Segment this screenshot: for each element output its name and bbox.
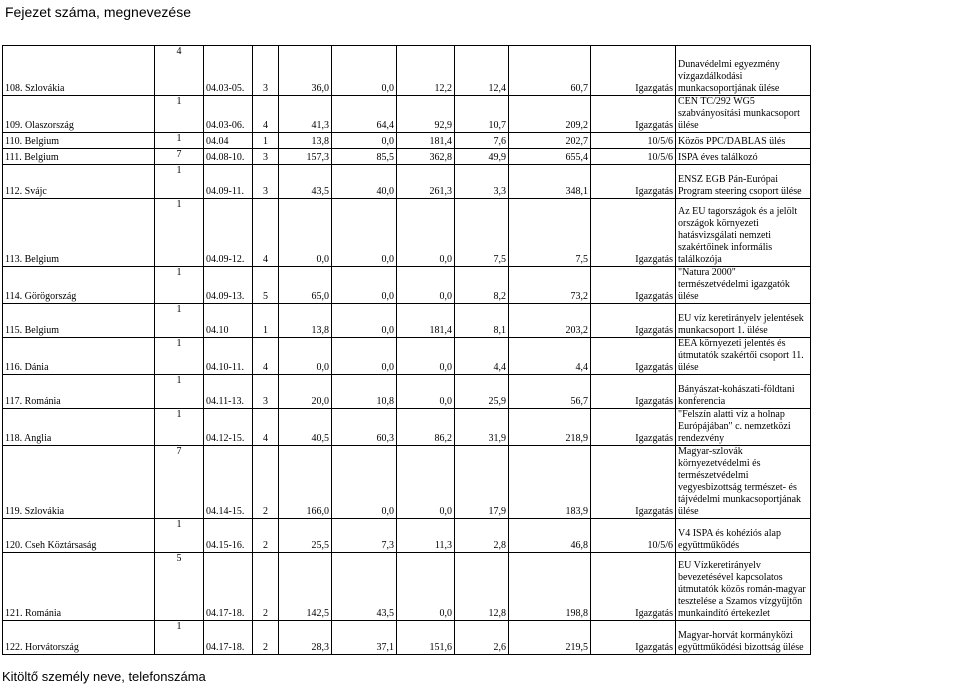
cell-cost-c: 11,3	[397, 519, 455, 553]
cell-cost-c: 0,0	[397, 553, 455, 621]
cell-cost-c: 0,0	[397, 338, 455, 375]
cell-cost-d: 3,3	[455, 165, 509, 199]
cell-persons: 4	[253, 409, 279, 446]
cell-cost-a: 13,8	[279, 304, 332, 338]
cell-cost-a: 0,0	[279, 199, 332, 267]
cell-days: 1	[155, 199, 204, 267]
cell-cost-d: 31,9	[455, 409, 509, 446]
cell-persons: 4	[253, 199, 279, 267]
cell-days: 1	[155, 165, 204, 199]
cell-cost-c: 181,4	[397, 133, 455, 149]
cell-cost-b: 85,5	[332, 149, 397, 165]
cell-country: 113. Belgium	[3, 199, 155, 267]
cell-funding: Igazgatás	[591, 267, 676, 304]
cell-cost-c: 181,4	[397, 304, 455, 338]
cell-country: 109. Olaszország	[3, 96, 155, 133]
cell-persons: 2	[253, 553, 279, 621]
cell-persons: 1	[253, 133, 279, 149]
cell-cost-a: 43,5	[279, 165, 332, 199]
cell-persons: 4	[253, 96, 279, 133]
cell-cost-c: 362,8	[397, 149, 455, 165]
cell-cost-a: 0,0	[279, 338, 332, 375]
cell-topic: "Natura 2000" természetvédelmi igazgatók ülése	[676, 267, 811, 304]
cell-funding: Igazgatás	[591, 446, 676, 519]
cell-country: 117. Románia	[3, 375, 155, 409]
cell-cost-b: 0,0	[332, 46, 397, 96]
cell-country: 116. Dánia	[3, 338, 155, 375]
cell-topic: EU víz keretirányelv jelentések munkacsoport 1. ülése	[676, 304, 811, 338]
cell-date: 04.14-15.	[204, 446, 253, 519]
cell-date: 04.03-06.	[204, 96, 253, 133]
cell-topic: Magyar-szlovák környezetvédelmi és természetvédelmi vegyesbizottság természet- és tájvédelmi munkacsoportjának ülése	[676, 446, 811, 519]
cell-cost-a: 41,3	[279, 96, 332, 133]
cell-topic: ENSZ EGB Pán-Európai Program steering csoport ülése	[676, 165, 811, 199]
cell-country: 119. Szlovákia	[3, 446, 155, 519]
cell-cost-c: 261,3	[397, 165, 455, 199]
cell-cost-c: 12,2	[397, 46, 455, 96]
cell-topic: V4 ISPA és kohéziós alap együttműködés	[676, 519, 811, 553]
cell-cost-total: 4,4	[509, 338, 591, 375]
cell-country: 120. Cseh Köztársaság	[3, 519, 155, 553]
cell-days: 1	[155, 96, 204, 133]
table-row	[3, 149, 811, 165]
cell-topic: "Felszín alatti víz a holnap Európájában" c. nemzetközi rendezvény	[676, 409, 811, 446]
cell-days: 1	[155, 621, 204, 655]
cell-cost-b: 7,3	[332, 519, 397, 553]
cell-cost-d: 25,9	[455, 375, 509, 409]
cell-topic: EU Vízkeretirányelv bevezetésével kapcsolatos útmutatók közös román-magyar tesztelése a Szamos vízgyűjtőn munkaindító értekezlet	[676, 553, 811, 621]
cell-funding: Igazgatás	[591, 165, 676, 199]
cell-funding: Igazgatás	[591, 338, 676, 375]
cell-funding: Igazgatás	[591, 409, 676, 446]
table-row	[3, 133, 811, 149]
cell-cost-total: 46,8	[509, 519, 591, 553]
cell-cost-b: 0,0	[332, 199, 397, 267]
cell-persons: 3	[253, 375, 279, 409]
page-header	[0, 0, 960, 22]
cell-date: 04.11-13.	[204, 375, 253, 409]
cell-cost-b: 60,3	[332, 409, 397, 446]
table-row	[3, 519, 811, 553]
cell-cost-d: 2,6	[455, 621, 509, 655]
cell-cost-b: 43,5	[332, 553, 397, 621]
cell-cost-a: 25,5	[279, 519, 332, 553]
cell-country: 115. Belgium	[3, 304, 155, 338]
cell-cost-b: 10,8	[332, 375, 397, 409]
cell-cost-b: 37,1	[332, 621, 397, 655]
cell-days: 4	[155, 46, 204, 96]
cell-date: 04.04	[204, 133, 253, 149]
cell-funding: Igazgatás	[591, 304, 676, 338]
cell-cost-d: 2,8	[455, 519, 509, 553]
table-row	[3, 446, 811, 519]
cell-cost-d: 10,7	[455, 96, 509, 133]
cell-date: 04.10-11.	[204, 338, 253, 375]
cell-funding: 10/5/6	[591, 519, 676, 553]
cell-cost-total: 56,7	[509, 375, 591, 409]
cell-cost-a: 40,5	[279, 409, 332, 446]
cell-cost-b: 40,0	[332, 165, 397, 199]
cell-cost-total: 183,9	[509, 446, 591, 519]
cell-persons: 3	[253, 46, 279, 96]
cell-cost-d: 12,4	[455, 46, 509, 96]
cell-cost-total: 203,2	[509, 304, 591, 338]
cell-cost-b: 0,0	[332, 133, 397, 149]
cell-cost-c: 0,0	[397, 375, 455, 409]
cell-country: 118. Anglia	[3, 409, 155, 446]
cell-funding: Igazgatás	[591, 553, 676, 621]
cell-cost-d: 17,9	[455, 446, 509, 519]
cell-topic: Dunavédelmi egyezmény vízgazdálkodási munkacsoportjának ülése	[676, 46, 811, 96]
cell-persons: 3	[253, 165, 279, 199]
cell-cost-c: 0,0	[397, 267, 455, 304]
cell-topic: EEA környezeti jelentés és útmutatók szakértői csoport 11. ülése	[676, 338, 811, 375]
cell-country: 121. Románia	[3, 553, 155, 621]
cell-cost-total: 348,1	[509, 165, 591, 199]
cell-date: 04.09-13.	[204, 267, 253, 304]
cell-cost-total: 655,4	[509, 149, 591, 165]
table-row	[3, 199, 811, 267]
cell-cost-d: 8,2	[455, 267, 509, 304]
cell-cost-a: 157,3	[279, 149, 332, 165]
footer-label: Kitöltő személy neve, telefonszáma	[2, 669, 206, 684]
cell-cost-total: 218,9	[509, 409, 591, 446]
cell-date: 04.12-15.	[204, 409, 253, 446]
cell-cost-total: 219,5	[509, 621, 591, 655]
cell-cost-c: 92,9	[397, 96, 455, 133]
cell-cost-d: 4,4	[455, 338, 509, 375]
table-body	[3, 46, 811, 655]
cell-date: 04.09-12.	[204, 199, 253, 267]
table-row	[3, 621, 811, 655]
page-title: Fejezet száma, megnevezése	[5, 4, 191, 20]
cell-date: 04.17-18.	[204, 553, 253, 621]
cell-cost-b: 0,0	[332, 267, 397, 304]
cell-days: 1	[155, 133, 204, 149]
cell-cost-total: 202,7	[509, 133, 591, 149]
cell-country: 108. Szlovákia	[3, 46, 155, 96]
cell-country: 112. Svájc	[3, 165, 155, 199]
cell-cost-total: 209,2	[509, 96, 591, 133]
cell-persons: 2	[253, 446, 279, 519]
cell-cost-c: 0,0	[397, 199, 455, 267]
cell-cost-a: 166,0	[279, 446, 332, 519]
cell-persons: 4	[253, 338, 279, 375]
table-row	[3, 46, 811, 96]
cell-persons: 3	[253, 149, 279, 165]
cell-country: 110. Belgium	[3, 133, 155, 149]
cell-cost-d: 49,9	[455, 149, 509, 165]
cell-date: 04.15-16.	[204, 519, 253, 553]
cell-cost-a: 65,0	[279, 267, 332, 304]
cell-date: 04.10	[204, 304, 253, 338]
table-row	[3, 553, 811, 621]
cell-days: 1	[155, 304, 204, 338]
cell-topic: Az EU tagországok és a jelölt országok környezeti hatásvizsgálati nemzeti szakértőinek informális találkozója	[676, 199, 811, 267]
cell-country: 122. Horvátország	[3, 621, 155, 655]
table-row	[3, 96, 811, 133]
cell-country: 111. Belgium	[3, 149, 155, 165]
cell-cost-c: 0,0	[397, 446, 455, 519]
cell-cost-total: 60,7	[509, 46, 591, 96]
cell-days: 5	[155, 553, 204, 621]
cell-country: 114. Görögország	[3, 267, 155, 304]
cell-days: 1	[155, 338, 204, 375]
cell-cost-d: 8,1	[455, 304, 509, 338]
cell-cost-d: 12,8	[455, 553, 509, 621]
table-row	[3, 165, 811, 199]
cell-cost-a: 20,0	[279, 375, 332, 409]
cell-date: 04.09-11.	[204, 165, 253, 199]
cell-topic: Közös PPC/DABLAS ülés	[676, 133, 811, 149]
table-row	[3, 304, 811, 338]
cell-persons: 2	[253, 621, 279, 655]
cell-cost-c: 86,2	[397, 409, 455, 446]
cell-cost-a: 13,8	[279, 133, 332, 149]
table-row	[3, 338, 811, 375]
cell-cost-total: 198,8	[509, 553, 591, 621]
cell-days: 1	[155, 519, 204, 553]
cell-cost-a: 36,0	[279, 46, 332, 96]
cell-days: 1	[155, 267, 204, 304]
cell-date: 04.08-10.	[204, 149, 253, 165]
cell-funding: 10/5/6	[591, 149, 676, 165]
cell-cost-a: 28,3	[279, 621, 332, 655]
cell-persons: 5	[253, 267, 279, 304]
cell-funding: 10/5/6	[591, 133, 676, 149]
cell-days: 1	[155, 409, 204, 446]
cell-persons: 2	[253, 519, 279, 553]
cell-cost-total: 73,2	[509, 267, 591, 304]
cell-topic: Magyar-horvát kormányközi együttműködési bizottság ülése	[676, 621, 811, 655]
cell-cost-total: 7,5	[509, 199, 591, 267]
cell-date: 04.17-18.	[204, 621, 253, 655]
cell-cost-b: 0,0	[332, 446, 397, 519]
cell-days: 1	[155, 375, 204, 409]
cell-cost-a: 142,5	[279, 553, 332, 621]
cell-funding: Igazgatás	[591, 199, 676, 267]
cell-persons: 1	[253, 304, 279, 338]
cell-cost-b: 0,0	[332, 338, 397, 375]
cell-date: 04.03-05.	[204, 46, 253, 96]
table-row	[3, 409, 811, 446]
table-row	[3, 267, 811, 304]
cell-days: 7	[155, 446, 204, 519]
cell-funding: Igazgatás	[591, 375, 676, 409]
cell-cost-c: 151,6	[397, 621, 455, 655]
cell-funding: Igazgatás	[591, 46, 676, 96]
cell-topic: Bányászat-kohászati-földtani konferencia	[676, 375, 811, 409]
cell-cost-d: 7,6	[455, 133, 509, 149]
cell-cost-b: 0,0	[332, 304, 397, 338]
delegation-table	[2, 45, 811, 655]
cell-funding: Igazgatás	[591, 621, 676, 655]
cell-topic: CEN TC/292 WG5 szabványosítási munkacsoport ülése	[676, 96, 811, 133]
cell-days: 7	[155, 149, 204, 165]
cell-cost-b: 64,4	[332, 96, 397, 133]
cell-cost-d: 7,5	[455, 199, 509, 267]
table-row	[3, 375, 811, 409]
cell-funding: Igazgatás	[591, 96, 676, 133]
cell-topic: ISPA éves találkozó	[676, 149, 811, 165]
